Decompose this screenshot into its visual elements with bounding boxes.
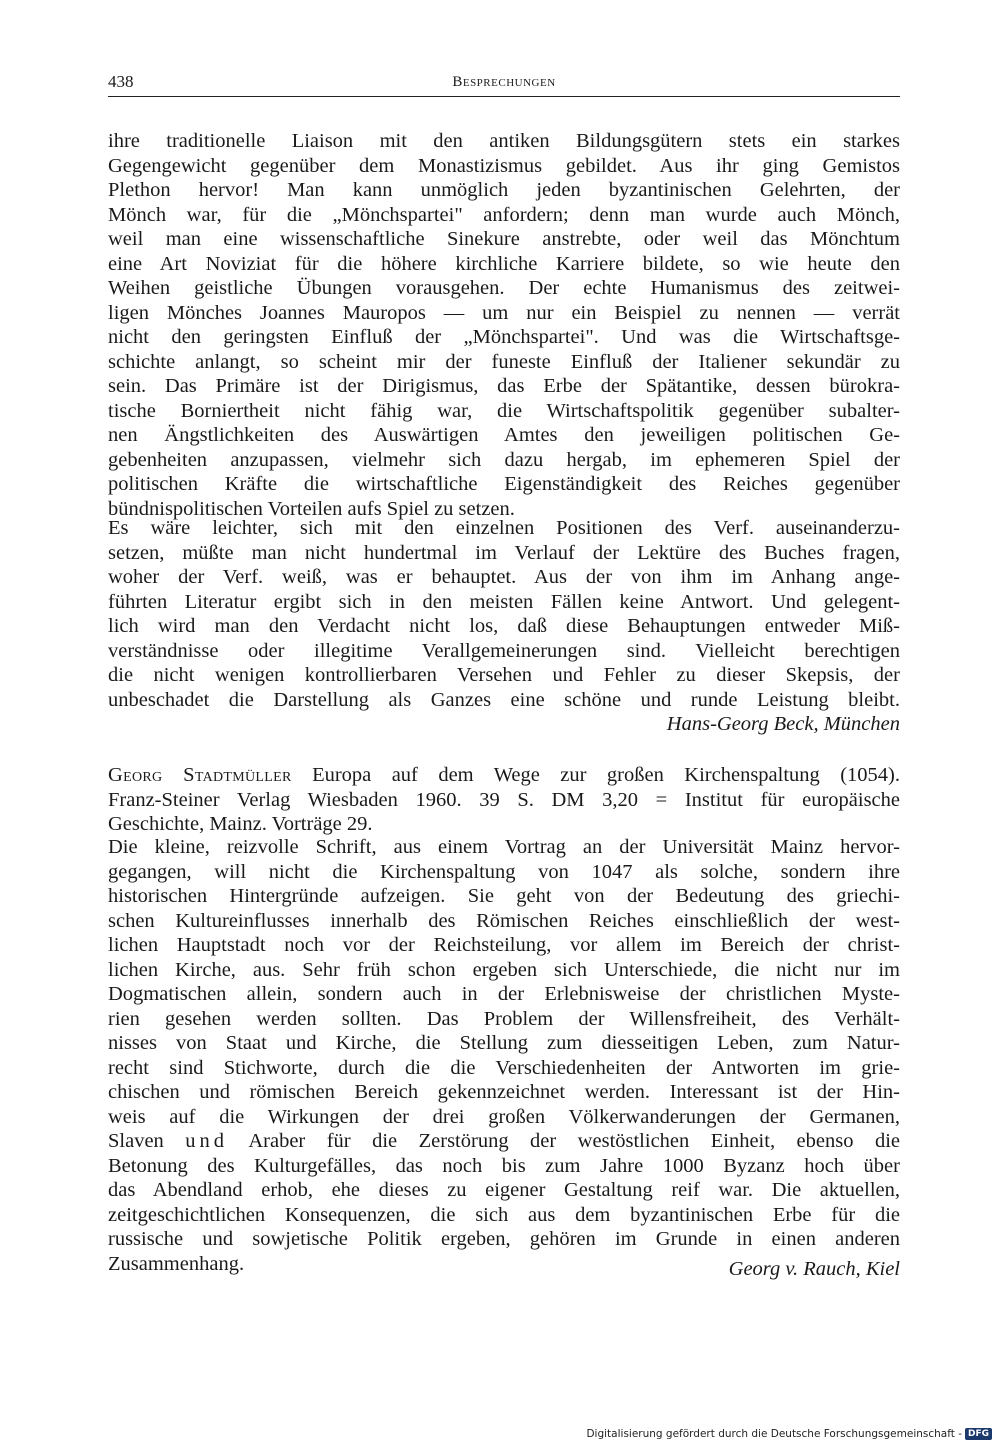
review-1-paragraph-1 <box>108 129 900 521</box>
book-title: Europa auf dem Wege zur großen Kirchenspaltung (1054). <box>291 764 901 786</box>
text-line: Dogmatischen allein, sondern auch in der Erlebnisweise der christlichen Myste- <box>108 983 900 1005</box>
text-line: nen Ängstlichkeiten des Auswärtigen Amtes den jeweiligen politischen Ge- <box>108 424 900 446</box>
text-fragment: Araber für die Zerstörung der westöstlichen Einheit, ebenso die <box>228 1130 900 1152</box>
text-line: lichen Kirche, aus. Sehr früh schon ergeben sich Unterschiede, die nicht nur im <box>108 958 900 981</box>
text-line: verständnisse oder illegitime Verallgemeinerungen sind. Vielleicht berechtigen <box>108 639 900 662</box>
text-line <box>108 1129 900 1154</box>
page-number: 438 <box>108 72 134 91</box>
text-line: recht sind Stichworte, durch die die Verschiedenheiten der Antworten im grie- <box>108 1056 900 1079</box>
text-line: zeitgeschichtlichen Konsequenzen, die sich aus dem byzantinischen Erbe für die <box>108 1203 900 1226</box>
text-line: lich wird man den Verdacht nicht los, daß diese Behauptungen entweder Miß- <box>108 615 900 637</box>
text-fragment: Slaven <box>108 1130 186 1152</box>
running-title: Besprechungen <box>452 74 556 90</box>
review-2-citation <box>108 763 900 837</box>
text-line: gegangen, will nicht die Kirchenspaltung von 1047 als solche, sondern ihre <box>108 860 900 883</box>
review-2-body <box>108 835 900 1280</box>
text-line: nicht den geringsten Einfluß der „Mönchspartei". Und was die Wirtschaftsge- <box>108 326 900 348</box>
text-line: schen Kultureinflusses innerhalb des Römischen Reiches einschließlich der west- <box>108 909 900 932</box>
text-line: weis auf die Wirkungen der drei großen Völkerwanderungen der Germanen, <box>108 1105 900 1128</box>
footer-text: Digitalisierung gefördert durch die Deutsche Forschungsgemeinschaft - <box>586 1428 962 1440</box>
last-line-with-signature <box>108 1252 900 1280</box>
text-line: russische und sowjetische Politik ergeben, gehören im Grunde in einen anderen <box>108 1228 900 1250</box>
page-header <box>108 72 900 97</box>
text-line: Die kleine, reizvolle Schrift, aus einem Vortrag an der Universität Mainz hervor- <box>108 836 900 858</box>
text-line: eine Art Noviziat für die höhere kirchliche Karriere bildete, so wie heute den <box>108 252 900 275</box>
text-line: Gegengewicht gegenüber dem Monastizismus gebildet. Aus ihr ging Gemistos <box>108 154 900 177</box>
review-1-paragraph-2 <box>108 516 900 737</box>
digitization-footer <box>586 1428 992 1440</box>
text-line: Zusammenhang. <box>108 1252 245 1275</box>
text-line: Mönch war, für die „Mönchspartei" anfordern; denn man wurde auch Mönch, <box>108 203 900 226</box>
text-line: woher der Verf. weiß, was er behauptet. Aus der von ihm im Anhang ange- <box>108 566 900 588</box>
text-line: ihre traditionelle Liaison mit den antiken Bildungsgütern stets ein starkes <box>108 130 900 152</box>
reviewer-signature: Georg v. Rauch, Kiel <box>728 1257 900 1280</box>
citation-line: Franz-Steiner Verlag Wiesbaden 1960. 39 S. DM 3,20 = Institut für europäische <box>108 788 900 811</box>
text-line: gebenheiten anzupassen, vielmehr sich dazu hergab, im ephemeren Spiel der <box>108 448 900 471</box>
text-line: rien gesehen werden sollten. Das Problem der Willensfreiheit, des Verhält- <box>108 1007 900 1030</box>
text-line: die nicht wenigen kontrollierbaren Versehen und Fehler zu dieser Skepsis, der <box>108 664 900 686</box>
citation-line: Geschichte, Mainz. Vorträge 29. <box>108 813 373 835</box>
text-line: ligen Mönches Joannes Mauropos — um nur ein Beispiel zu nennen — verrät <box>108 301 900 324</box>
text-line: bündnispolitischen Vorteilen aufs Spiel zu setzen. <box>108 497 515 520</box>
text-line: sein. Das Primäre ist der Dirigismus, das Erbe der Spätantike, dessen bürokra- <box>108 375 900 397</box>
text-line: nisses von Staat und Kirche, die Stellung zum diesseitigen Leben, zum Natur- <box>108 1032 900 1054</box>
text-line: Weihen geistliche Übungen vorausgehen. Der echte Humanismus des zeitwei- <box>108 277 900 299</box>
book-author: Georg Stadtmüller <box>108 764 292 786</box>
text-line: unbeschadet die Darstellung als Ganzes eine schöne und runde Leistung bleibt. <box>108 688 900 711</box>
text-line: führten Literatur ergibt sich in den meisten Fällen keine Antwort. Und gelegent- <box>108 590 900 613</box>
spaced-word: und <box>185 1130 229 1152</box>
text-line: historischen Hintergründe aufzeigen. Sie geht von der Bedeutung des griechi- <box>108 885 900 907</box>
reviewer-signature: Hans-Georg Beck, München <box>666 713 900 735</box>
text-line: lichen Hauptstadt noch vor der Reichsteilung, vor allem im Bereich der christ- <box>108 934 900 956</box>
dfg-logo: DFG <box>965 1428 992 1440</box>
text-line: weil man eine wissenschaftliche Sinekure anstrebte, oder weil das Mönchtum <box>108 228 900 250</box>
text-line: Plethon hervor! Man kann unmöglich jeden byzantinischen Gelehrten, der <box>108 179 900 201</box>
citation-line <box>108 763 900 788</box>
text-line: tische Borniertheit nicht fähig war, die Wirtschaftspolitik gegenüber subalter- <box>108 399 900 422</box>
text-line: politischen Kräfte die wirtschaftliche Eigenständigkeit des Reiches gegenüber <box>108 473 900 495</box>
text-line: Es wäre leichter, sich mit den einzelnen Positionen des Verf. auseinanderzu- <box>108 517 900 539</box>
text-line: chischen und römischen Bereich gekennzeichnet werden. Interessant ist der Hin- <box>108 1081 900 1103</box>
text-line: schichte anlangt, so scheint mir der funeste Einfluß der Italiener sekundär zu <box>108 350 900 373</box>
text-line: setzen, müßte man nicht hundertmal im Verlauf der Lektüre des Buches fragen, <box>108 541 900 564</box>
text-line: das Abendland erhob, ehe dieses zu eigener Gestaltung reif war. Die aktuellen, <box>108 1179 900 1201</box>
text-line: Betonung des Kulturgefälles, das noch bis zum Jahre 1000 Byzanz hoch über <box>108 1154 900 1177</box>
